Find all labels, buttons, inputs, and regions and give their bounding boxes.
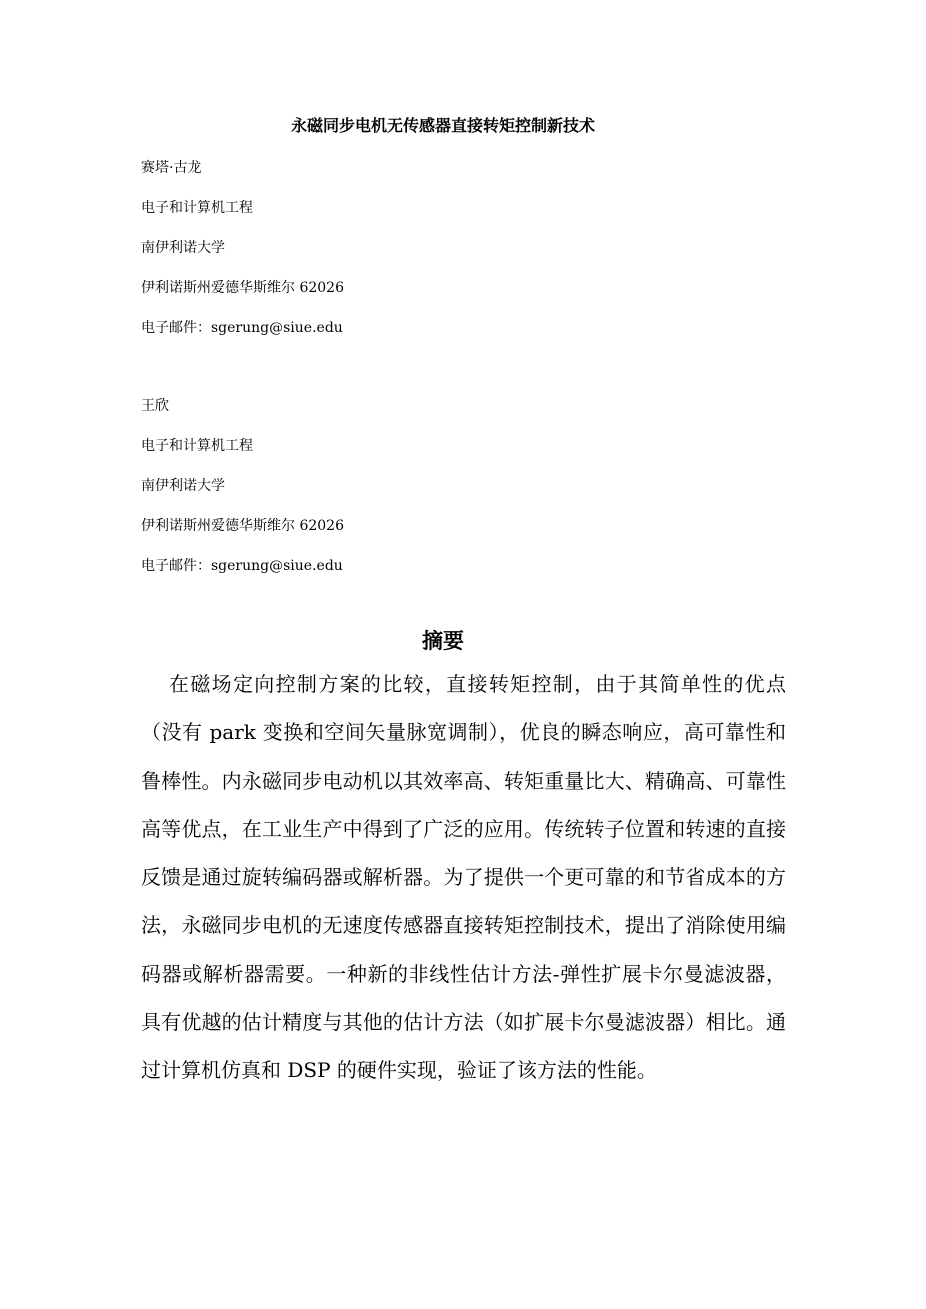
author-name: 赛塔·古龙 [141,160,202,176]
author-university: 南伊利诺大学 [141,240,225,256]
abstract-body: 在磁场定向控制方案的比较，直接转矩控制，由于其简单性的优点（没有 park 变换和空间矢量脉宽调制），优良的瞬态响应，高可靠性和鲁棒性。内永磁同步电动机以其效率高、转矩重量比大、精确高、可靠性高等优点，在工业生产中得到了广泛的应用。传统转子位置和转速的直接反馈是通过旋转编码器或解析器。为了提供一个更可靠的和节省成本的方法，永磁同步电机的无速度传感器直接转矩控制技术，提出了消除使用编码器或解析器需要。一种新的非线性估计方法-弹性扩展卡尔曼滤波器，具有优越的估计精度与其他的估计方法（如扩展卡尔曼滤波器）相比。通过计算机仿真和 DSP 的硬件实现，验证了该方法的性能。 [141,672,786,1083]
author-name: 王欣 [141,398,169,414]
author-department: 电子和计算机工程 [141,200,253,216]
author-email: 电子邮件：sgerung@siue.edu [141,558,343,574]
author-address: 伊利诺斯州爱德华斯维尔 62026 [141,518,344,534]
author-block-1 [141,158,741,358]
author-university: 南伊利诺大学 [141,478,225,494]
author-department: 电子和计算机工程 [141,438,253,454]
author-email: 电子邮件：sgerung@siue.edu [141,320,343,336]
paper-title: 永磁同步电机无传感器直接转矩控制新技术 [290,116,595,135]
author-block-2 [141,396,741,596]
abstract-heading: 摘要 [422,629,464,653]
author-address: 伊利诺斯州爱德华斯维尔 62026 [141,280,344,296]
